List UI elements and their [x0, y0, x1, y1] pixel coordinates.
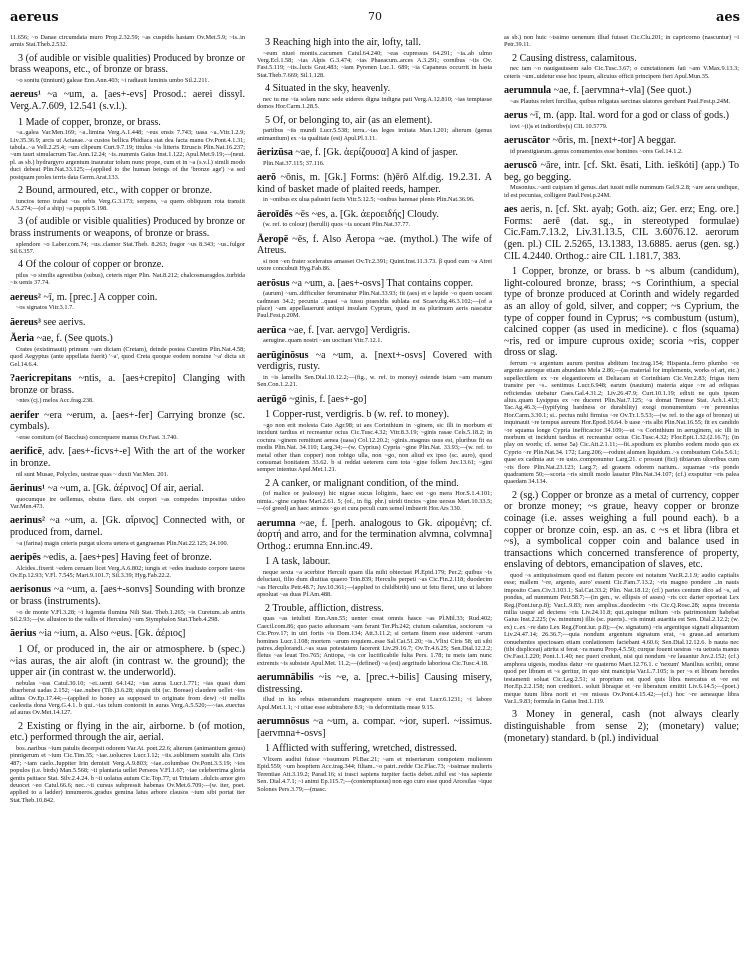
citation-quotes: ~a (farina) magis ceteris purgat ulcera uetera et gangraenas Plin.Nat.22.125; 24.100. [16, 539, 229, 547]
headword: aeripēs [10, 552, 41, 564]
dictionary-entry [10, 446, 245, 469]
headword: aerisonus [10, 584, 51, 596]
sense-definition: 5 Of, or belonging to, air (as an element). [265, 114, 433, 126]
citation-quotes: (aurum) ~um..difficulter feruminatur Plin.Nat.33.93; fit (aes) et e lapide ~o quem uocant cadmean 34.2; pecunia ..quasi ~a iussu praesidis sublata est Scaev.dig.46.3.102;—(of a place) ~am appellauerunt antiqui insulam Cyprum, quod in ea plurimum aeris nascatur Paul.Fest.p.20M. [257, 290, 492, 320]
citation-quotes: ~a..galea Var.Men.169; ~a..limina Verg.A.1.448; ~eus ensis 7.743; uasa ~a..Vitr.1.2.9; Liv.35.36.9; arcis ut Actaeae..~a custos bellica Phidiaca stat dea facta manu Ov.Pont.4.1.31; tabula..~a Vell.2.25.4; ~um clipeum Curt.9.7.19; titulus ~is litteris Etruscis Plin.Nat.16.237; ~um tauri simulacrum Tac.Ann.12.24; ~is..nummis Gaius Inst.1.122; Apul.Met.9.19;—(neut. pl. as sb.) hydrargyro argentum inauratur tolum nunc prope, cum et in ~a (s.v.l.) simili modo duci debeat Plin.Nat.33.125;—(applied to the human beings of the 'bronze age') ~a sed postquam proles terris data Germ.Arat.133. [10, 129, 245, 181]
dictionary-entry [10, 373, 245, 396]
headword: āerius [10, 628, 37, 640]
entry-definition: ~ae, f. [var. aervgo] Verdigris. [286, 324, 410, 336]
headword: aerumnula [504, 85, 552, 97]
headword: aerumnōsus [257, 716, 310, 728]
citation-quotes: ~ntes (cj.) melos Acc.frag.238. [16, 397, 94, 405]
entry-definition: see aerivs. [40, 316, 86, 328]
entry-definition: ~ae, f. (See quots.) [34, 333, 113, 345]
citation-quotes: nil sunt Musae, Polycles, uestrae quas ~ duxti Var.Men. 201. [16, 470, 169, 478]
dictionary-entry [257, 325, 492, 337]
entry-definition: ~a ~um, a. compar. ~ior, superl. ~issimus. [aervmna+-osvs] [257, 716, 492, 739]
entry-definition: ~ēs, f. Also Āeropa ~ae. (mythol.) The wife of Atreus. [257, 233, 492, 257]
citation-quotes: in ~is lamellis Sen.Dial.10.12.2;—(fig., w. ref. to money) ostende istam ~am manum Sen.Con.1.2.21. [257, 374, 492, 389]
citation-quotes: splendore ~o Laber.com.74; ~us..clamor Stat.Theb. 8.263; fragor ~us 8.343; ~us..fulgor Sil.6.357. [10, 240, 245, 256]
right-guide-word: aes [715, 10, 740, 25]
dictionary-entry [10, 333, 245, 345]
dictionary-entry [10, 410, 245, 433]
sense-definition: 1 Copper, bronze, or brass. b ~s album (candidum), light-coloured bronze, brass; ~s Corinthium, a special type of bronze produced at Corinth and widely regarded as an alloy of gold, silver, and copper; ~s Cyprium, the type of copper found in Cyprus; ~s combustum (ustum), calcined copper (as used in medicine). c flos (squama) ~ris, red or impure cuprous oxide; scoria ~ris, copper dross or slag. [504, 266, 739, 359]
sense-definition: 3 (of audible or visible qualities) Produced by bronze or brass instruments or weapons, of bronze or brass. [10, 216, 245, 240]
citation-quotes: aerugine..quam nostri ~am uocitant Vitr.7.12.1. [263, 337, 383, 345]
citation-quotes: ferrum ~s argentum aurum penitus abditum Inc.trag.154; Hispania..ferro plumbo ~re argento auroque etiam abundans Mela 2.86;—(as material for implements, works of art, etc.) supellectilem ex ~re elegantiorem et Deliacam et Corinthiam Cic.Ver.2.83; frigus item transire per ~s.. sentimus Lucr.6.948; earum (nauium) materia atque ~re ad reliquas reficiendas utebatur Caes.Gal.4.31.2; Liv.26.47.9; Curt.10.1.19; edixit ne quis ipsum alius..quam Lysippus ex ~re duceret Plin.Nat.7.125; ~a domat Temese Stat. Ach.1.413; Tac.Ag.46.3;—(typifying hardness or durability) exegi monumentum ~re perennius Hor.Carm.3.30.1; si.. pectus mihi firmius ~re Ov.Tr.1.5.53;—(w. ref. to the age of bronze) ut inquinauit ~re tempus aureum Hor.Epod.16.64. b uase ~ris albi Plin.Nat.16.55; fit ex candido ~re squama longe Cypria inefficacior 34.109;—ut ~s Corinthium in aeruginem, sic illi in morbum et incidunt tardius et recreantur ocius Cic.Tusc.4.32; Flor.Epit.1.32.(2.16.7); (in play on words; cf. sense 5a) Cic.Att.2.1.11;—fit..spodium ex plumbo eodem modo quo ex Cyprio ~re Plin.Nat.34. 172; Larg.206;—rodunt alumen liquidum..~s combustum Cels.5.6.1; quae ex cadmia aut ~re usto..componuntur Larg.21. c prosunt (fici) tibiarum ulceribus cum ~ris flore Plin.Nat.23.123; Larg.7; ad grauem odorem narium.. squamae ~ris pondo quadrantem 50;—scoria ~ris simili modo lauatur Plin.Nat.34.107; (cf.) exspuitur ~ris palea quaedam 34.134. [504, 359, 739, 486]
headword: aerus [504, 110, 528, 122]
entry-definition: ~ēs ~es, a. [Gk. ἀεροειδής] Cloudy. [292, 208, 439, 220]
column-left [10, 33, 245, 804]
dictionary-entry [504, 135, 739, 147]
citation-quotes: neque sexta ~a acerbior Herculi quam illa mihi obiectast Pl.Epid.179; Per.2; quibus ~is deluctaui, filio dum diuitias quaero Trin.839; Herculis perpeti ~as Cic.Fin.2.118; duodecim ~as Herculis Petr.48.7; Juv.10.361;—(applied to childbirth) uno ut fetu fieret, uno ut labore apsoluat ~as duas Pl.Am.488. [257, 569, 492, 599]
citation-quotes: as sb.) non huic ~issimo uenenum illud fuisset Cic.Clu.201; in capricorno (nascuntur) ~i Petr.39.11. [504, 34, 739, 49]
headword: Āeropē [257, 233, 289, 245]
headword: aerumna [257, 517, 296, 529]
citation-quotes: Plin.Nat.37.115; 37.116. [263, 159, 325, 167]
citation-quotes: 11.656; ~o Danae circumdata muro Prop.2.32.59; ~as cuspidis hastam Ov.Met.5.9; ~is..in armis Stat.Theb.2.532. [10, 34, 245, 49]
entry-definition: ~edis, a. [aes+pes] Having feet of bronze. [40, 552, 212, 564]
dictionary-entry [257, 278, 492, 290]
dictionary-entry [257, 350, 492, 373]
entry-definition: ~a ~um, a. [Gk. ἀέρινος] Of air, aerial. [45, 483, 204, 495]
entry-definition: ~era ~erum, a. [aes+-fer] Carrying bronze (sc. cymbals). [10, 409, 245, 433]
entry-definition: ~ginis, f. [aes+-go] [286, 393, 367, 405]
citation-quotes: ~go non erit molesta Cato Agr.98; ut aes Corinthium in ~ginem, sic illi in morbum et incidunt tardius et recreantur ocius Cic.Tusc.4.32; Vitr.8.3.19; ~ginis rasae Cels.5.18.2; in coctura ~ginem remittunt aenea (uasa) Col.12.20.2; ~ginis..magnus usus est, pluribus fit ea modis Plin.Nat. 34.110; Larg.34;—(w. Cyprius) Cypria ~gine Plin.Nat. 33.93;—(w. ref. to metal other than copper) non robigo ulla, non ~go, non aliud ex ipso (sc. auro), quod consumat bonitatem 33.62. b si reddat ueterem cum tota ~gine follem Juv.13.61; ~gini semper intentus Apul.Met.1.21. [257, 422, 492, 474]
headword: aerificē [10, 446, 42, 458]
entry-definition: ~ae, f. [aervmna+-vla] (See quot.) [551, 85, 692, 97]
citation-quotes: ~erae comitum (of Bacchus) concrepuere manus Ov.Fast. 3.740. [16, 434, 178, 442]
dictionary-entry [257, 147, 492, 159]
sense-definition: 2 Bound, armoured, etc., with copper or bronze. [18, 185, 212, 197]
citation-quotes: Alcides..fixerit ~edem ceruam licet Verg.A.6.802; iungis et ~edes inadusto corpore tauros Ov.Ep.12.93; V.Fl. 7.545; Mart.9.101.7; Sil.3.39; Hyg.Fab.22.2. [10, 564, 245, 580]
headword: āerizūsa [257, 147, 293, 159]
entry-definition: ~ī, m. (app. Ital. word for a god or class of gods.) [527, 110, 729, 122]
headword: aerumnābilis [257, 672, 314, 684]
citation-quotes: Musonius..~anti cuipiam id genus..dari iussit mille nummum Gel.9.2.8; ~are aera undique, id est pecunias, colligere Paul.Fest.p.24M. [504, 184, 739, 199]
dictionary-entry [10, 292, 245, 304]
headword: aerifer [10, 409, 40, 421]
entry-definition: ~a ~um, a. [aes+-evs] Prosod.: aerei dissyl. Verg.A.7.609, 12.541 (s.v.l.). [10, 89, 245, 112]
sense-definition: 1 Copper-rust, verdigris. b (w. ref. to money). [265, 409, 450, 421]
dictionary-entry [257, 716, 492, 739]
dictionary-entry [257, 518, 492, 553]
dictionary-entry [257, 209, 492, 221]
left-guide-word: aereus [10, 10, 59, 25]
dictionary-entry [257, 394, 492, 406]
citation-quotes: ~eum niuei montis..cacumen Catul.64.240; ~eas cupressus 64.291; ~ia..ab ulmo Verg.Ecl.1.58; ~ias Alpis G.3.474; ~ias Phaeacum..arces A.3.291; cornibus ~iis Ov. Fast.5.119; ~iis..lucis Grat.483; ~iam Pyrenen Luc.1. 689; ~ia Capaneus occurrit in hasta Stat.Theb.7.669; Sil.1.128. [257, 49, 492, 79]
entry-definition: ~ī, m. [prec.] A copper coin. [40, 291, 158, 303]
sense-definition: 3 (of audible or visible qualities) Produced by bronze or brass weapons, etc., of bronze or brass. [10, 52, 245, 76]
citation-quotes: (w. ref. to colour) (berulli) quos ~is uocant Plin.Nat.37.77. [263, 221, 411, 229]
dictionary-entry [10, 483, 245, 495]
entry-definition: ~a ~um, a. [aes+-osvs] That contains copper. [289, 277, 474, 289]
citation-quotes: quocumque ire uellemus, obuius flare. ubi corpori ~as compedes impositas uideo Var.Men.473. [10, 495, 245, 511]
headword: aereus¹ [10, 89, 41, 101]
sense-definition: 4 Of the colour of copper or bronze. [18, 259, 164, 271]
sense-definition: 4 Situated in the sky, heavenly. [265, 83, 391, 95]
entry-definition: , adv. [aes+-ficvs+-e] With the art of the worker in bronze. [10, 446, 245, 470]
citation-quotes: nec tam ~o nauigauissem salo Cic.Tusc.3.67; o cunctationem fati ~am V.Max.9.13.3; ceteris ~um..uidetur esse hoc ipsum, alicuius officii principem fieri Apul.Mun.35. [504, 65, 739, 80]
headword: ?aericrepitans [10, 373, 72, 385]
dictionary-entry [257, 172, 492, 195]
headword: aerūgō [257, 393, 287, 405]
dictionary-entry [10, 515, 245, 538]
citation-quotes: quas ~as tetulisti Enn.Ann.55; uenter creat omnis hasce ~as Pl.Mil.33; Rud.402; Caecil.com.86; quo pacto aduorsam ~am ferant Ter.Ph.242; ciuium calamitas, sociorum ~a Cic.Prov.17; in uiri fortis ~is Dom.134; Att.3.11.2; si certam finem esse uiderent ~arum homines Lucr.1.108; mortem ~arum requiem..esse Sal.Cat.51.20; ~is..Vlixi Ciris 58; uti sibi patres..deplorandi..~as suas potestatem facerent Liv.29.16.7; Ov.Tr.4.6.25; Sen.Dial.12.2.2; fletus ~as leuat Tro.765; Antiopa, ~is cor luctificabile fulta Pers. 1.78; tu meis iam nunc extremis ~is subsiste Apul.Met. 11.2;—(defined) ~a (est) aegritudo laboriosa Cic.Tusc.4.18. [257, 615, 492, 667]
dictionary-entry [10, 584, 245, 607]
citation-quotes: (of malice or jealousy) hic nigrae sucus loliginis, haec est ~go mera Hor.S.1.4.101; nimia..~gine captus Mart.2.61. 5; (of., in fig. phr.) uiridi tinctos ~gine uersus Mart.10.33.5;—(of greed) an haec animos ~go et cura peculi cum semel imbuerit Hor.Ars 330. [257, 490, 492, 513]
entry-definition: aeris, n. [cf. Skt. ayaḥ; Goth. aiz; Ger. erz; Eng. ore.] Forms: aerē (dat. sg., in stereotyped formulae) Cic.Fam.7.13.2, Liv.31.13.5, CIL 3.6076.12. aerorum (gen. pl.) CIL 2.5265, 13.1383, 13.6885. aerus (gen. sg.) CIL 4.2440. Orthog.: aire CIL 1.181.7, 383. [504, 204, 739, 262]
sense-definition: 1 Afflicted with suffering, wretched, distressed. [265, 743, 457, 755]
headword: aes [504, 204, 518, 216]
headword: aereus² [10, 291, 41, 303]
sense-definition: 2 Causing distress, calamitous. [512, 52, 637, 64]
page-number: 70 [368, 10, 382, 23]
dictionary-entry [504, 204, 739, 262]
citation-quotes: iunctos temo trahat ~us orbis Verg.G.3.173; serpens, ~a quem obliquum rota transiit A.5.274;—(of a ship) ~a puppis 5.198. [10, 197, 245, 213]
headword: aerūginōsus [257, 349, 309, 361]
citation-quotes: nebulas ~eas Catul.30.10; ~ei..uenti 64.142; ~ias auras Lucr.1.771; ~ias quasi dum diuerberat uadas 2.152; ~iae..nubes (Tib.)3.6.28; siquis tibi (sc. Boreae) claudere uellet ~ios aditus Ov.Ep.17.44;—(applied to honey as supposed to originate from dew) ~ii mellis caelestia dona Verg.G.4.1. b qui..~ias telum contorsit in auras Verg.A.5.520;—~ias..euectus ad auras Ov.Met.14.127. [10, 679, 245, 717]
dictionary-entry [10, 317, 245, 329]
entry-definition: ~ōnis, m. [Gk.] Forms: (h)ērō Alf.dig. 19.2.31. A kind of basket made of plaited reeds, hamper. [257, 172, 492, 195]
entry-definition: ~ia ~ium, a. Also ~eus. [Gk. ἀέριος] [36, 628, 186, 640]
citation-quotes: quod ~s antiquissimum quod est flatum pecore est notatum Var.R.2.1.9; audio capitalis esse; mallem '~re, argento, auro' essent Cic.Fam.7.13.2; ~ris magno pondere ..in nauis imposito Caes.Civ.3.103.1; Sal.Cat.33.2; Plin. Nat.18.12; (cf.) partes centum dico ad ~s, ad pondus, ad nummum Petr.58.7;—(in gen., w. ellipsis of asses) ~ris ccc darier oporteat Lex Reg.(Font.iur.p.8); Var.L.9.83; non amplius..duodecim ~ris Cic.Q.Rosc.28; supra trecenta milia usque ad deciens ~ris Liv.24.11.8; qui..quinque milium ~ris patrimonium habebat Gaius Inst.2.225; (w. minutum) illis (sc. pueris)..~ris minuti auaritia est Sen. Dial.2.12.2; (w. ex) c..ex ~re dato Lex Reg.(Font.iur. p.8);—(w. signatum) ~ris argentique signati aliquantum Liv.24.47.14; 26.36.7;—quia nondum argentum signatum erat, ~s graue..ad aerarium conuehentes speciosam etiam conlationem faciebant 4.60.6; Sen.Dial.12.12.6. b nauta nec (tibi displiceat) attrita si ferat ~ra manu Prop.4.5.50; curque fouent uestras ~ra uetusta manus Ov.Fast.1.220; Pont.1.1.40; nec pueri credunt, nisi qui nondum ~re lauantur Juv.2.152; (cf.) amphora uigesis, modius datur ~re quaterno Mart.12.76.1. c 'nexum' Manilius scribit, omne quod per libram et ~s geritur, in quo sint mancipia Var.L.7.105; is per ~s et libram heredes testamenti soluat Cic.Leg.2.51; si proprium est quod quis libra mercatus et ~re est Hor.Ep.2.2.158; non creditori.. soluit libraque et ~re liberatum emittit Liv.6.14.5;—(poet.) meque tuum libra norit et ~re missus Ov.Pont.4.15.42;—(cf.) hoc ~re aeneaque libra Var.L.9.83; formula in Gaius Inst.1.119. [504, 572, 739, 705]
citation-quotes: Crates (existimauit) primum ~am dictam (Cretam), deinde postea Curetim Plin.Nat.4.58; quod Aegyptus (ante appellata fuerit) '~a', quod Creta quoque eodem nomine '~a' dicta sit Gel.14.6.4. [10, 346, 245, 368]
entry-definition: ~a ~um, a. [Gk. αἴρινος] Connected with, or produced from, darnel. [10, 515, 245, 539]
column-right [504, 33, 739, 804]
sense-definition: 1 Of, or produced in, the air or atmosphere. b (spec.) ~ias auras, the air aloft (in contrast w. the ground); the upper air (in contrast w. the underworld). [10, 644, 245, 679]
headword: āeroīdēs [257, 208, 293, 220]
headword: aerinus² [10, 515, 45, 527]
entry-definition: ~a ~um, a. [next+-osvs] Covered with verdigris, rusty. [257, 349, 492, 373]
citation-quotes: id praestigiarum..genus comumentos esse homines ~ores Gel.14.1.2. [510, 147, 683, 155]
citation-quotes: ~o sonitu (tinniunt) galeae Enn.Ann.403; ~i radiauit luminis umbo Sil.2.211. [16, 77, 210, 84]
sense-definition: 2 Trouble, affliction, distress. [265, 602, 384, 614]
headword: āerinus¹ [10, 483, 45, 495]
dictionary-entry [257, 672, 492, 695]
citation-quotes: iovi ~(i)s et indiortibv(s) CIL 10.5779. [510, 122, 608, 130]
headword: aerūca [257, 324, 287, 336]
headword: Āeria [10, 333, 35, 345]
headword: āereus³ [10, 316, 41, 328]
dictionary-entry [504, 85, 739, 97]
sense-definition: 1 Made of copper, bronze, or brass. [18, 116, 161, 128]
dictionary-entry [257, 234, 492, 257]
dictionary-entry [504, 160, 739, 183]
sense-definition: 2 Existing or flying in the air, airborne. b (of motion, etc.) performed through the air, aerial. [10, 720, 245, 744]
dictionary-entry [504, 110, 739, 122]
citation-quotes: ~as Plautus refert furcillas, quibus religatas sarcinas ulatores gerebant Paul.Fest.p.24M. [510, 97, 731, 105]
sense-definition: 1 A task, labour. [265, 556, 331, 568]
entry-definition: ~ōris, m. [next+-tor] A beggar. [549, 135, 677, 147]
headword: aeruscō [504, 160, 538, 172]
running-header [10, 10, 740, 28]
column-middle [257, 33, 492, 804]
citation-quotes: partibus ~iis mundi Lucr.5.538; terra..~ias leges imitata Man.1.201; alterum (genus animantium) ex ~ia qualitate (est) Apul.Pl.1.11. [257, 127, 492, 142]
citation-quotes: bos..naribus ~ium patulis decerpsit odorem Var.At. poet.22.6; alterum (animantium genus) pinnigerum et ~ium Cic.Tim.35; ~iae..uolucres Lucr.1.12; ~iis..sublimem sustulit alis Ciris 487; ~iam caelo..Iuppiter Irin demisit Verg.A.9.803; ~iae..columbae Ov.Pont.3.3.19; ~ios populos (i.e. birds) Man.5.568; ~ii plantaria uellet Perseos V.Fl.1.67; ~iae celeberrima gloria gentis psittace Stat. Silv.2.4.24. b ~ii uolatus auium Cic.Top.77; ut Triuiam ..dulcis amor giro deuocet ~eo Catul.66.6; nec..~ii cursus subpressit habenas Ov.Met.6.709;—(w. iter, poet. applied to a ladder) innumeros..gradus gemina latus arbore clausos ~ium sibi portat iter Stat.Theb.10.842. [10, 745, 245, 804]
entry-definition: ~is ~e, a. [prec.+-bilis] Causing misery, distressing. [257, 672, 492, 695]
dictionary-entry [10, 89, 245, 112]
sense-definition: 2 A canker, or malignant condition, of the mind. [265, 477, 459, 489]
citation-quotes: si non ~en frater sceleratus amasset Ov.Tr.2.391; Quint.Inst.11.3.73. β quod cum ~a Atrei uxore concubuit Hyg.Fab.86. [257, 257, 492, 273]
headword: aerō [257, 172, 277, 184]
citation-quotes: Vlixem audiui fuisse ~issumum Pl.Bac.21; ~am et miseriarum compotem mulierem Epid.559; ~um hospitem Acc.trag.344; filiam..~o patri..redde Cic.Flac.73; ~issimae mulieris Terentiae Att.3.19.2; Parad.16; si irasci sapiens turpiter factis debet..nihil est ~ius sapiente Sen. Dial.4.7.1; ~i animi Ep.115.7;—(contemptuous) non ego curo esse quod Arcesilas ~ique Solones Pers.3.79;—(masc. [257, 755, 492, 793]
citation-quotes: ~o de monte V.Fl.3.28; ~i lugentia flumina Nili Stat. Theb.1.265; ~is Curetum..ab antris Sil.2.93;—(w. allusion to the vallis of Hercules) ~um Stymphalon Stat.Theb.4.298. [10, 608, 245, 624]
citation-quotes: illud in his rebus miserandum magnopere unum ~e erat Lucr.6.1231; ~i labore Apul.Met.1.1; ~i uitae esse subtrahere 8.9; ~is deformitatis meae 9.15. [257, 696, 492, 711]
citation-quotes: in ~onibus ex ulua palustri factis Vitr.5.12.5; ~onibus harenae plenis Plin.Nat.36.96. [263, 196, 475, 204]
headword: aerōsus [257, 277, 290, 289]
dictionary-entry [10, 628, 245, 640]
citation-quotes: ~os signatos Vitr.3.1.7. [16, 304, 74, 312]
headword: aeruscātor [504, 135, 550, 147]
entry-definition: ~ae, f. [perh. analogous to Gk. αἰρομένη; cf. ἀορτή and arro, and for the termination alvmna, colvmna] Orthog.: erumna Enn.inc.49. [257, 517, 492, 552]
entry-definition: ~āre, intr. [cf. Skt. ēsati, Lith. ieškóti] (app.) To beg, go begging. [504, 160, 739, 183]
entry-definition: ~a ~um, a. [aes+-sonvs] Sounding with bronze or brass (instruments). [10, 584, 245, 608]
entry-definition: ~ae, f. [Gk. ἀερίζουσα] A kind of jasper. [292, 147, 458, 159]
citation-quotes: nec tu me ~ia solam nunc sede uideres digna indigna pati Verg.A.12.810; ~ias temptasse domos Hor.Carm.1.28.5. [257, 95, 492, 111]
dictionary-columns [10, 33, 740, 804]
sense-definition: 3 Reaching high into the air, lofty, tall. [265, 37, 421, 48]
sense-definition: 2 (sg.) Copper or bronze as a metal of currency, copper or bronze money; ~s graue, heavy copper or bronze coinage (i.e. asses weighing a full pound each). b a copper or bronze coin, esp. an as. c ~s et libra (libra et ~s), a symbolical copper coin and balance used in transactions which concerned transference of property, enslaving of debtors, emancipation of slaves, etc. [504, 489, 739, 571]
citation-quotes: pilus ~o similis agrestibus (subus), ceteris niger Plin. Nat.8.212; chalcosmaragdos..turbida ~is uenis 37.74. [10, 272, 245, 287]
entry-definition: ~ntis, a. [aes+crepito] Clanging with bronze or brass. [10, 373, 245, 396]
sense-definition: 3 Money in general, cash (not always clearly distinguishable from sense 2); (monetary) value; (monetary) standard. b (pl.) individual [504, 709, 739, 744]
dictionary-entry [10, 552, 245, 564]
